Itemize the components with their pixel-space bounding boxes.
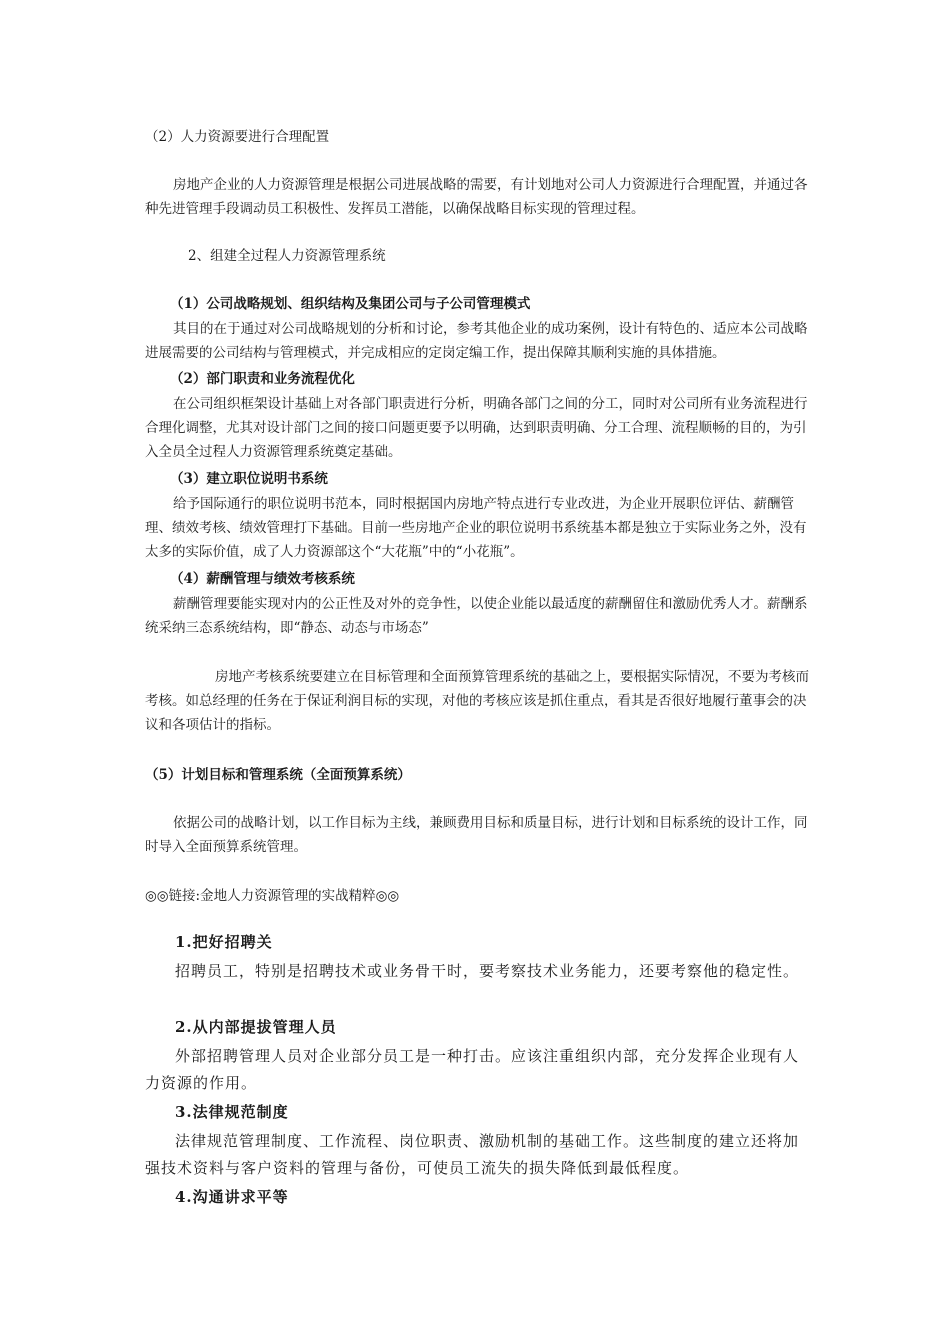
item-4-title: （4）薪酬管理与绩效考核系统 xyxy=(170,571,355,587)
item-1-body: 其目的在于通过对公司战略规划的分析和讨论，参考其他企业的成功案例，设计有特色的、适应本公司战略进展需要的公司结构与管理模式，并完成相应的定岗定编工作，提出保障其顺利实施的具体措施。 xyxy=(145,321,808,361)
item-5-title: （5）计划目标和管理系统（全面预算系统） xyxy=(145,767,411,783)
tip-3-title: 3.法律规范制度 xyxy=(175,1103,289,1121)
tip-1-title: 1.把好招聘关 xyxy=(175,933,273,951)
section-2-heading: （2）人力资源要进行合理配置 xyxy=(145,129,330,145)
assessment-paragraph: 房地产考核系统要建立在目标管理和全面预算管理系统的基础之上，要根据实际情况，不要为考核而考核。如总经理的任务在于保证利润目标的实现，对他的考核应该是抓住重点，看其是否很好地履行董事会的决议和各项估计的指标。 xyxy=(145,669,809,733)
tip-3-body: 法律规范管理制度、工作流程、岗位职责、激励机制的基础工作。这些制度的建立还将加强技术资料与客户资料的管理与备份，可使员工流失的损失降低到最低程度。 xyxy=(145,1132,800,1177)
section-2-paragraph: 房地产企业的人力资源管理是根据公司进展战略的需要，有计划地对公司人力资源进行合理配置，并通过各种先进管理手段调动员工积极性、发挥员工潜能，以确保战略目标实现的管理过程。 xyxy=(145,177,808,217)
tip-1-body: 招聘员工，特别是招聘技术或业务骨干时，要考察技术业务能力，还要考察他的稳定性。 xyxy=(175,962,800,980)
link-line: ◎◎链接:金地人力资源管理的实战精粹◎◎ xyxy=(145,888,400,904)
item-1-title: （1）公司战略规划、组织结构及集团公司与子公司管理模式 xyxy=(170,296,531,312)
item-3-body: 给予国际通行的职位说明书范本，同时根据国内房地产特点进行专业改进，为企业开展职位评估、薪酬管理、绩效考核、绩效管理打下基础。目前一些房地产企业的职位说明书系统基本都是独立于实际业务之外，没有太多的实际价值，成了人力资源部这个“大花瓶”中的“小花瓶”。 xyxy=(145,496,807,560)
tip-2-title: 2.从内部提拔管理人员 xyxy=(175,1018,337,1036)
item-5-body: 依据公司的战略计划，以工作目标为主线，兼顾费用目标和质量目标，进行计划和目标系统的设计工作，同时导入全面预算系统管理。 xyxy=(145,815,808,855)
part-2-heading: 2、组建全过程人力资源管理系统 xyxy=(188,248,386,264)
item-2-body: 在公司组织框架设计基础上对各部门职责进行分析，明确各部门之间的分工，同时对公司所有业务流程进行合理化调整，尤其对设计部门之间的接口问题更要予以明确，达到职责明确、分工合理、流程顺畅的目的，为引入全员全过程人力资源管理系统奠定基础。 xyxy=(145,396,808,460)
tip-2-body: 外部招聘管理人员对企业部分员工是一种打击。应该注重组织内部，充分发挥企业现有人力资源的作用。 xyxy=(145,1047,800,1092)
item-3-title: （3）建立职位说明书系统 xyxy=(170,471,328,487)
tip-4-title: 4.沟通讲求平等 xyxy=(175,1188,289,1206)
item-2-title: （2）部门职责和业务流程优化 xyxy=(170,371,355,387)
item-4-body: 薪酬管理要能实现对内的公正性及对外的竞争性，以使企业能以最适度的薪酬留住和激励优秀人才。薪酬系统采纳三态系统结构，即“静态、动态与市场态” xyxy=(145,596,808,636)
